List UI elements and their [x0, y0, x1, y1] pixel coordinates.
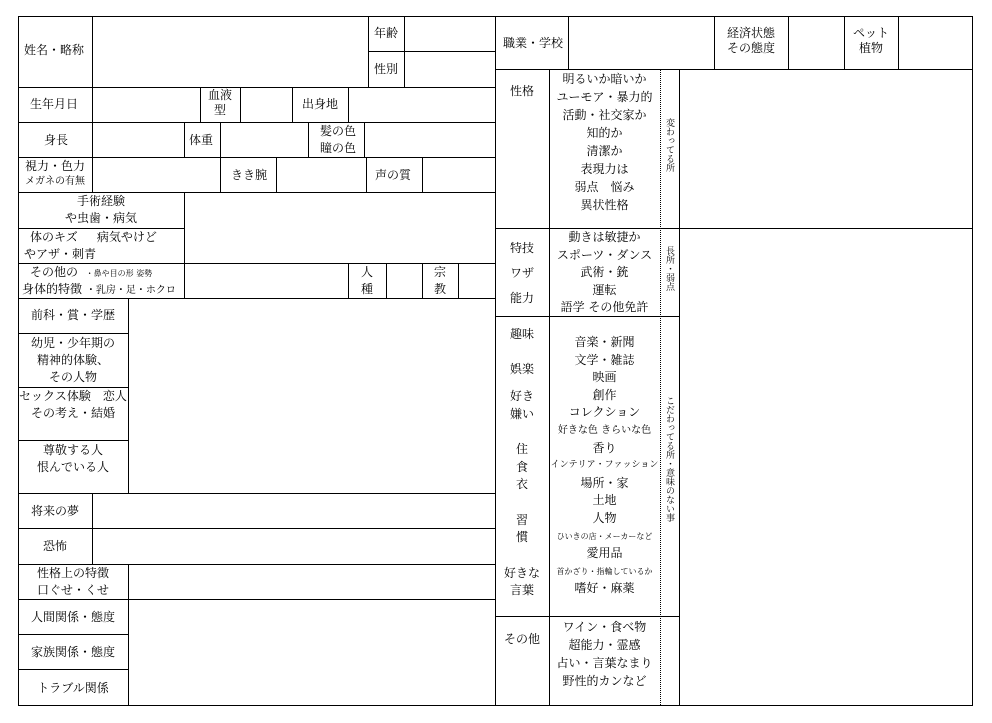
surgery-label: 手術経験 や虫歯・病気: [64, 194, 137, 225]
handedness-label: きき腕: [231, 168, 268, 182]
list-item: 音楽・新聞: [574, 335, 635, 349]
list-item: ワイン・食べ物: [562, 620, 647, 634]
skill-side-label: 長所・弱点: [664, 246, 674, 291]
family-relations-label: 家族関係・態度: [30, 645, 115, 659]
hobby-label-4: 嫌い: [509, 407, 534, 421]
childhood-label: 幼児・少年期の 精神的体験、 その人物: [30, 336, 115, 384]
name-label: 姓名・略称: [24, 43, 85, 57]
height-label: 身長: [44, 133, 69, 147]
hobby-label-5: 住: [515, 442, 528, 456]
dream-label: 将来の夢: [30, 504, 79, 518]
list-item: 愛用品: [586, 546, 623, 561]
other-physical-label-2: 身体的特徴 ・乳房・足・ホクロ: [22, 282, 176, 296]
vision-label: 視力・色力 メガネの有無: [24, 159, 85, 187]
job-school-label: 職業・学校: [503, 36, 564, 50]
pet-plant-label: ペット 植物: [852, 26, 889, 55]
list-item: 映画: [592, 370, 617, 385]
age-label: 年齢: [374, 26, 399, 40]
list-item: スポーツ・ダンス: [556, 247, 653, 262]
list-item: 占い・言葉なまり: [556, 656, 653, 670]
other-physical-label: その他の ・鼻や目の形 姿勢: [30, 265, 153, 279]
personality-side-label: 変わってる所: [664, 118, 674, 172]
list-item: 運転: [592, 282, 617, 297]
list-item: 弱点 悩み: [574, 180, 635, 194]
list-item: 文学・雑誌: [574, 352, 635, 367]
list-item: 異状性格: [580, 198, 629, 212]
hobby-label-11: 言葉: [509, 583, 534, 597]
hobby-side-label: こだわってる所・意味のない事: [664, 396, 674, 522]
birthdate-label: 生年月日: [30, 97, 79, 111]
hobby-items: [549, 334, 660, 598]
list-item: 首かざり・指輪しているか: [556, 566, 653, 576]
hobby-label-8: 習: [515, 513, 528, 527]
record-label: 前科・賞・学歴: [30, 308, 115, 322]
voice-label: 声の質: [375, 168, 412, 182]
habits-label: 性格上の特徴 口ぐせ・くせ: [36, 566, 109, 597]
list-item: 表現力は: [580, 162, 629, 176]
weight-label: 体重: [189, 133, 214, 147]
list-item: 好きな色 きらいな色: [557, 424, 652, 436]
race-label: 人 種: [360, 265, 373, 296]
list-item: 知的か: [586, 126, 623, 140]
hobby-label-1: 趣味: [509, 327, 534, 341]
human-relations-label: 人間関係・態度: [30, 610, 115, 624]
sexual-experience-label: セックス体験 恋人 その考え・結婚: [19, 389, 127, 420]
hobby-label-9: 慣: [515, 530, 528, 544]
hobby-label-2: 娯楽: [509, 362, 534, 376]
hair-eye-color-label: 髪の色 瞳の色: [320, 124, 357, 155]
list-item: 野性的カンなど: [562, 674, 647, 688]
scars-label-2: やアザ・刺青: [24, 247, 97, 261]
hobby-label-3: 好き: [509, 389, 534, 403]
personality-label: 性格: [510, 84, 535, 98]
list-item: ひいきの店・メーカーなど: [556, 531, 653, 541]
list-item: 清潔か: [586, 144, 623, 158]
trouble-label: トラブル関係: [37, 681, 109, 695]
list-item: 語学 その他免許: [560, 300, 649, 314]
blood-type-label: 血液 型: [207, 88, 232, 117]
skill-labels: 特技 ワザ 能力: [509, 241, 534, 305]
birthplace-label: 出身地: [302, 97, 339, 111]
respect-resent-label: 尊敬する人 恨んでいる人: [36, 443, 109, 474]
list-item: コレクション: [568, 405, 641, 420]
list-item: 明るいか暗いか: [562, 72, 647, 86]
hobby-label-10: 好きな: [503, 566, 540, 580]
gender-label: 性別: [374, 62, 399, 76]
list-item: 活動・社交家か: [562, 108, 647, 122]
economy-label: 経済状態 その態度: [726, 26, 775, 55]
list-item: 動きは敏捷か: [568, 230, 641, 244]
skill-items: [549, 229, 660, 317]
list-item: 人物: [592, 510, 617, 525]
list-item: 創作: [592, 387, 617, 402]
hobby-label-6: 食: [515, 460, 528, 474]
fear-label: 恐怖: [42, 539, 67, 553]
religion-label: 宗 教: [433, 265, 446, 296]
list-item: ユーモア・暴力的: [556, 90, 653, 104]
list-item: 香り: [592, 440, 617, 455]
scars-label: 体のキズ 病気やけど: [30, 230, 157, 244]
list-item: 場所・家: [580, 475, 629, 490]
list-item: 武術・銃: [580, 265, 629, 279]
list-item: 超能力・霊感: [568, 638, 641, 652]
other-items: [549, 618, 660, 690]
other-label: その他: [503, 632, 540, 646]
hobby-label-7: 衣: [515, 477, 528, 491]
list-item: 土地: [592, 493, 617, 508]
list-item: インテリア・ファッション: [550, 460, 659, 471]
list-item: 嗜好・麻薬: [574, 581, 635, 596]
personality-items: [549, 70, 660, 214]
